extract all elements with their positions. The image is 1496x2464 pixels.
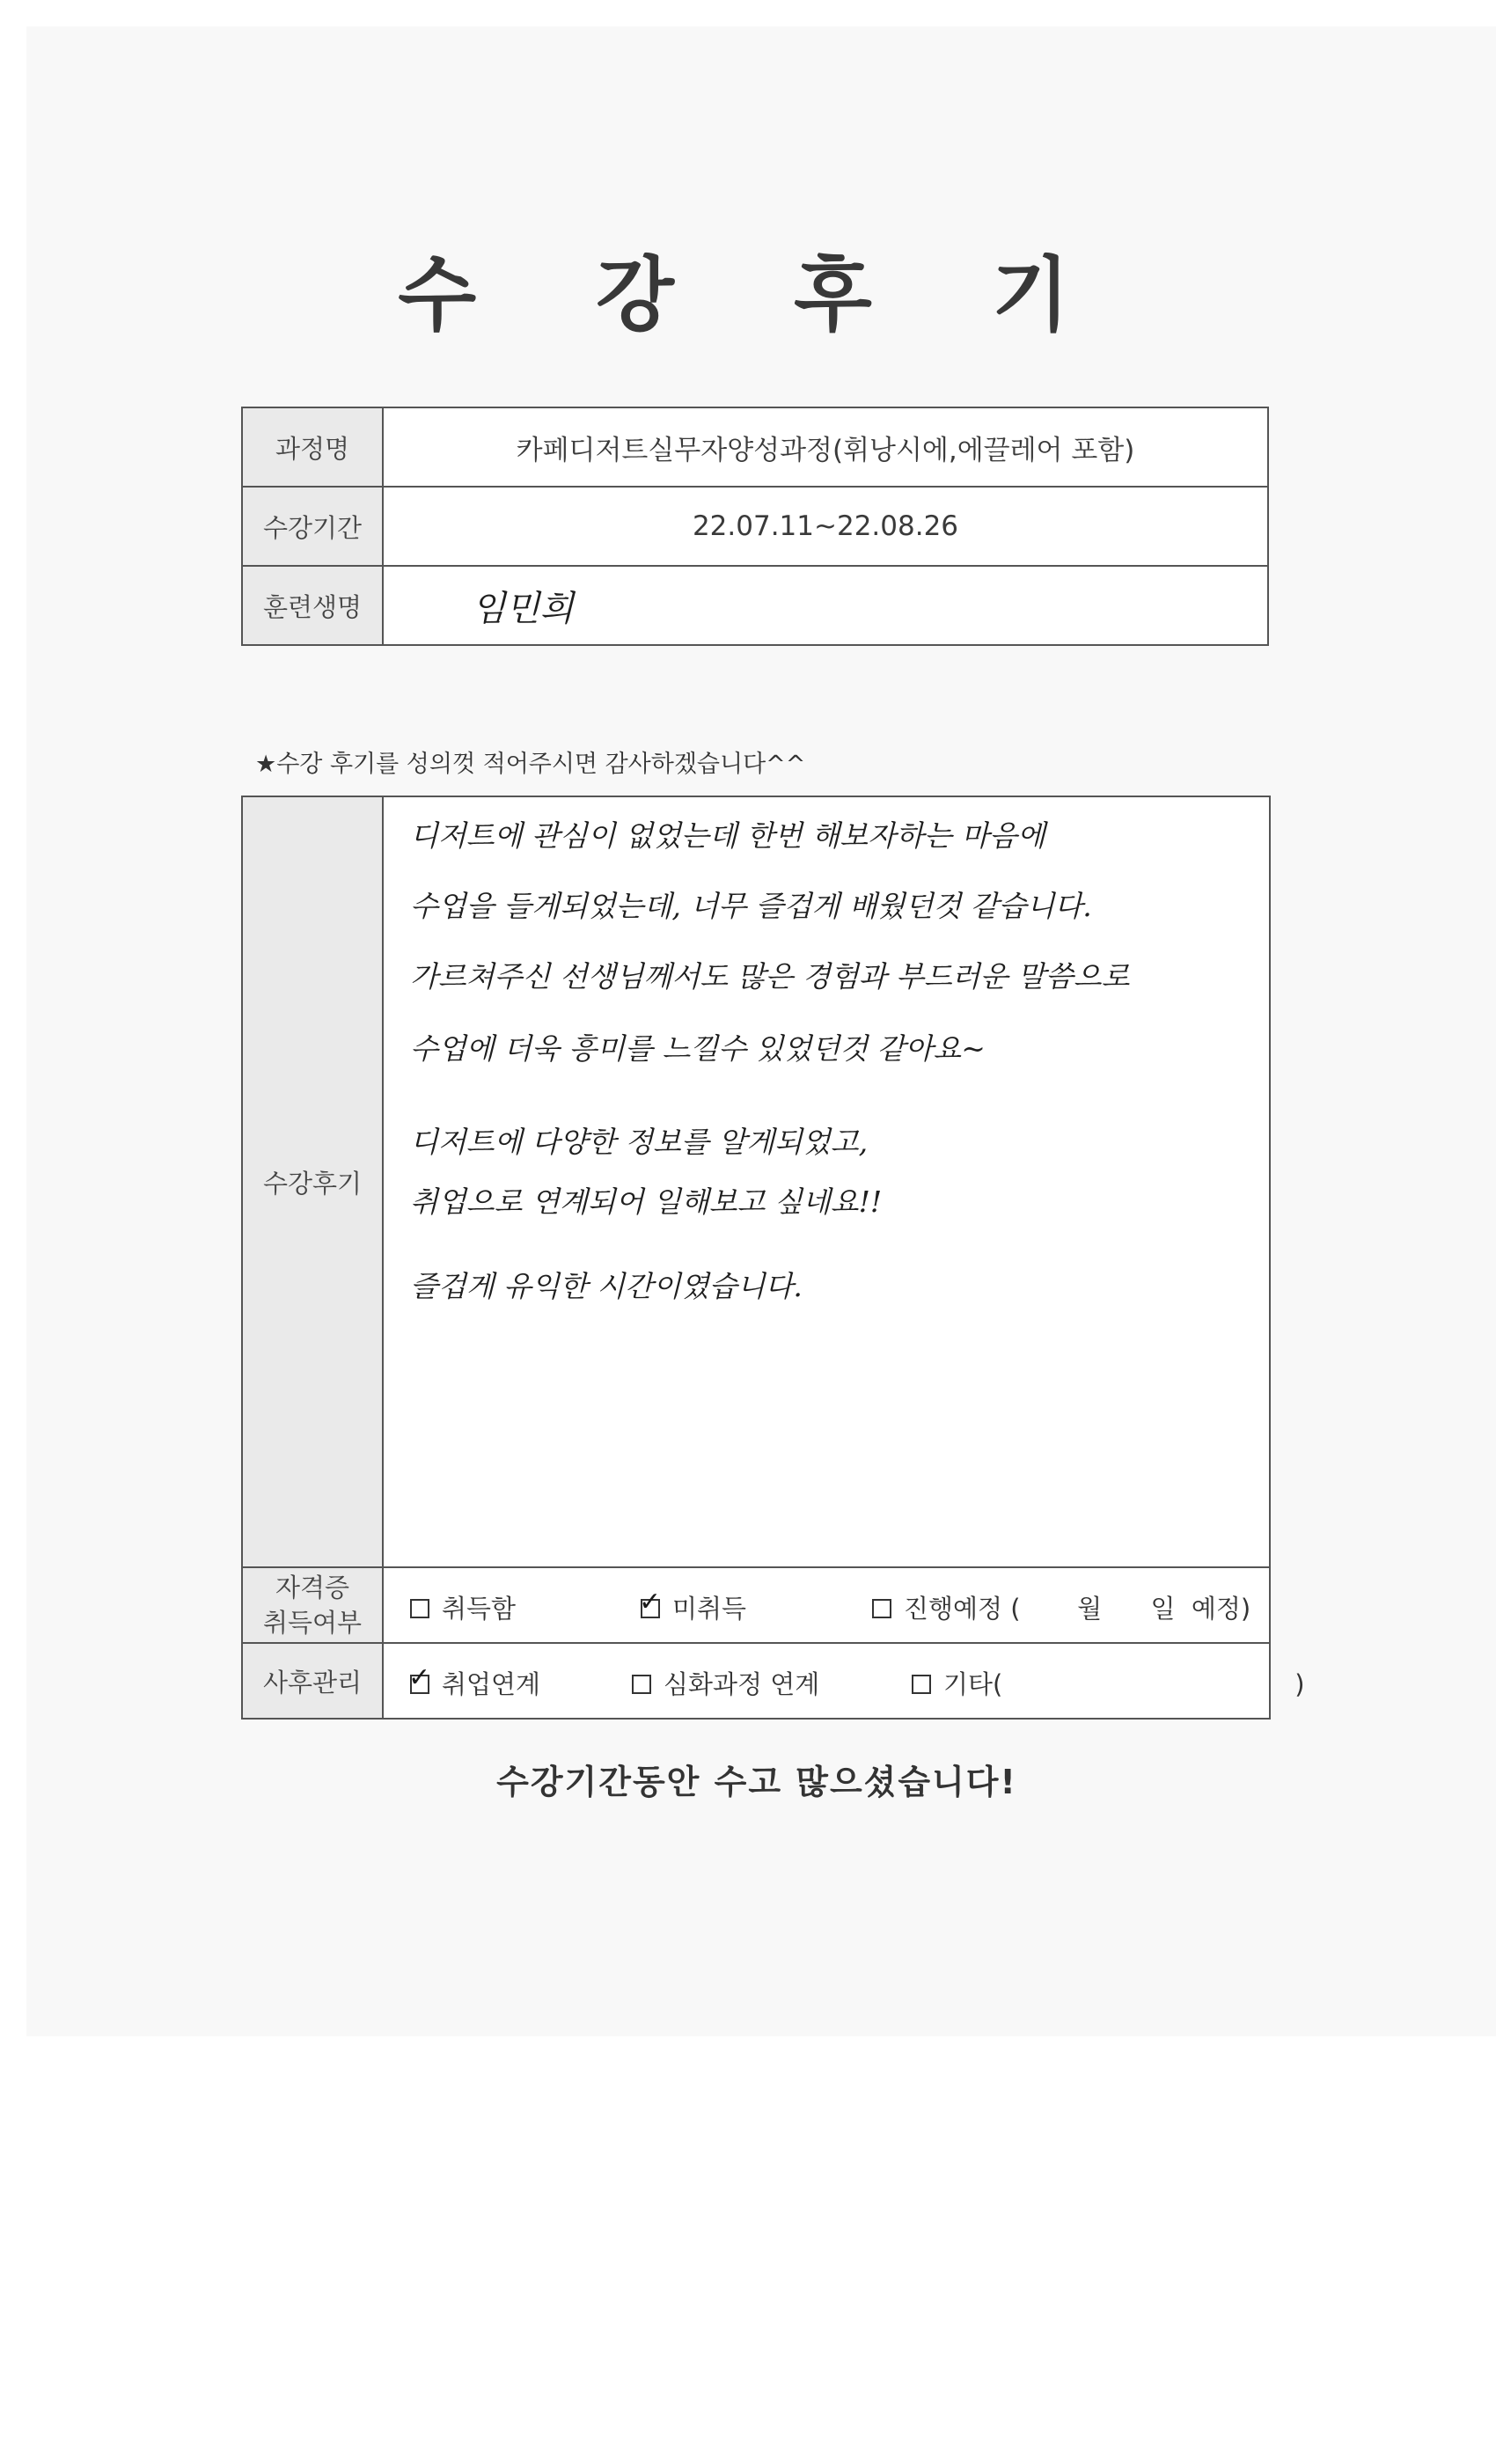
- option-label: 진행예정 ( 월 일 예정): [904, 1594, 1251, 1624]
- aftercare-options: [383, 1643, 1305, 1719]
- period-row: [242, 487, 1268, 566]
- certificate-label: [242, 1567, 383, 1643]
- checkbox-icon[interactable]: [632, 1675, 651, 1694]
- review-line: 취업으로 연계되어 일해보고 싶네요!!: [410, 1184, 883, 1219]
- aftercare-row: [242, 1643, 1270, 1719]
- option-label: 취업연계: [442, 1669, 541, 1699]
- option-label: 기타( ): [943, 1669, 1305, 1699]
- closing-message: 수강기간동안 수고 많으셨습니다!: [496, 1763, 1017, 1801]
- course-label: 과정명: [242, 407, 383, 487]
- certificate-option-not-acquired[interactable]: [641, 1589, 746, 1625]
- trainee-label: 훈련생명: [242, 566, 383, 645]
- check-mark-icon: ✓: [639, 1587, 662, 1617]
- aftercare-label: 사후관리: [242, 1643, 383, 1719]
- course-row: [242, 407, 1268, 487]
- option-label: 미취득: [672, 1594, 747, 1624]
- trainee-name: 임민희: [472, 588, 574, 629]
- checkbox-icon[interactable]: [872, 1599, 891, 1618]
- certificate-label-line: 취득여부: [262, 1608, 363, 1638]
- checkbox-checked-icon[interactable]: [639, 1587, 662, 1618]
- period-label: 수강기간: [242, 487, 383, 566]
- certificate-option-planned[interactable]: [872, 1589, 1250, 1625]
- check-mark-icon: ✓: [408, 1662, 431, 1693]
- review-table: [241, 796, 1305, 1720]
- checkbox-icon[interactable]: [912, 1675, 931, 1694]
- review-line: 디저트에 다양한 정보를 알게되었고,: [410, 1125, 869, 1159]
- aftercare-option-advanced-course[interactable]: [632, 1665, 819, 1701]
- review-line: 디저트에 관심이 없었는데 한번 해보자하는 마음에: [410, 818, 1045, 853]
- certificate-options: [383, 1567, 1270, 1643]
- course-value: 카페디저트실무자양성과정(휘낭시에,에끌레어 포함): [383, 407, 1268, 487]
- option-label: 심화과정 연계: [664, 1669, 820, 1699]
- certificate-option-acquired[interactable]: [410, 1589, 516, 1625]
- review-line: 수업을 들게되었는데, 너무 즐겁게 배웠던것 같습니다.: [410, 889, 1092, 923]
- trainee-value-cell: [383, 566, 1268, 645]
- page-title: 수 강 후 기: [398, 248, 1116, 342]
- review-content: [383, 796, 1270, 1567]
- review-line: 가르쳐주신 선생님께서도 많은 경험과 부드러운 말씀으로: [410, 959, 1130, 994]
- course-info-table: [241, 407, 1269, 646]
- review-line: 수업에 더욱 흥미를 느낄수 있었던것 같아요~: [410, 1031, 986, 1066]
- certificate-row: [242, 1567, 1270, 1643]
- trainee-row: [242, 566, 1268, 645]
- review-row: [242, 796, 1270, 1567]
- checkbox-checked-icon[interactable]: [408, 1662, 431, 1694]
- aftercare-option-job-link[interactable]: [408, 1662, 541, 1701]
- review-line: 즐겁게 유익한 시간이였습니다.: [410, 1269, 803, 1303]
- instruction-note: ★수강 후기를 성의껏 적어주시면 감사하겠습니다^^: [255, 751, 806, 778]
- review-label: 수강후기: [242, 796, 383, 1567]
- aftercare-option-other[interactable]: [912, 1665, 1305, 1701]
- checkbox-icon[interactable]: [410, 1599, 429, 1618]
- option-label: 취득함: [442, 1594, 517, 1624]
- period-value: 22.07.11~22.08.26: [383, 487, 1268, 566]
- certificate-label-line: 자격증: [275, 1573, 350, 1602]
